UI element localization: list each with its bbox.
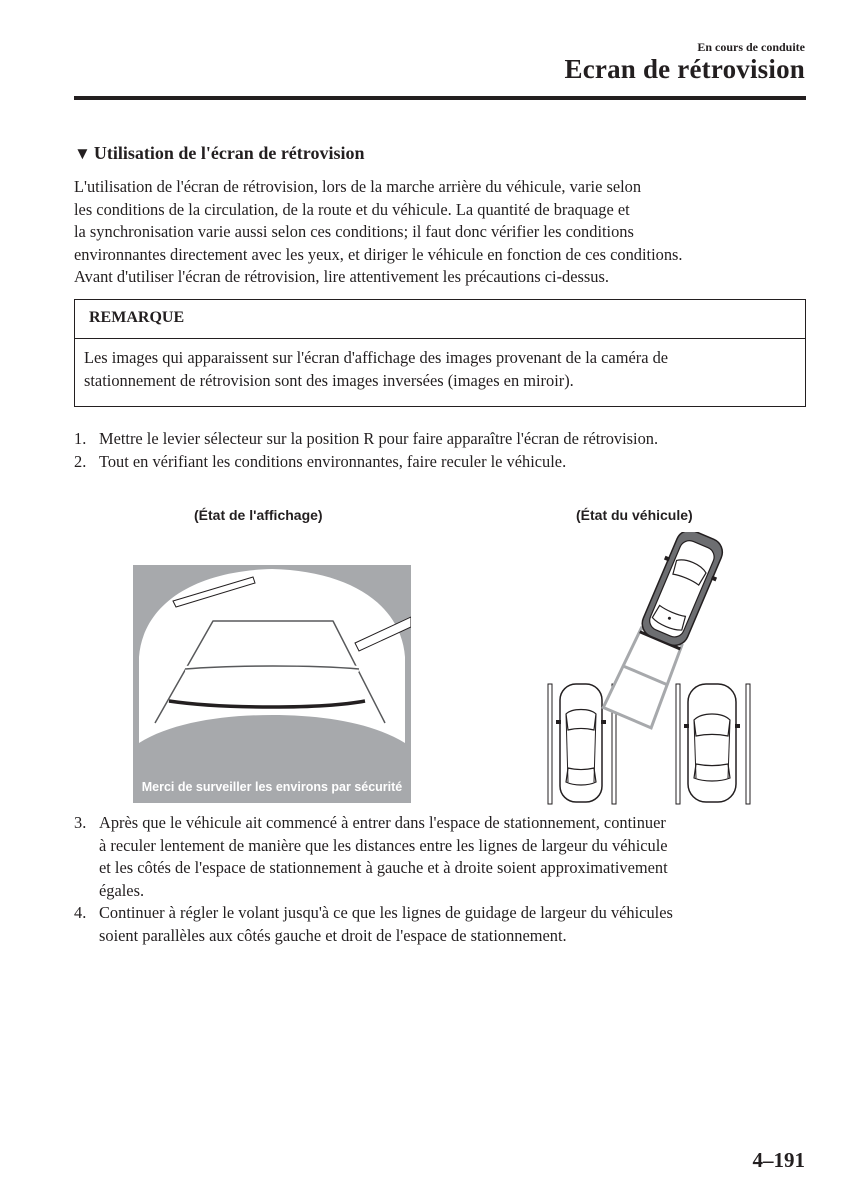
note-box: [74, 299, 806, 407]
note-title: REMARQUE: [75, 300, 805, 339]
page-title: Ecran de rétrovision: [564, 54, 805, 84]
step-item: [74, 812, 814, 902]
intro-line: les conditions de la circulation, de la route et du véhicule. La quantité de braquage et: [74, 199, 630, 219]
step-number: 3.: [74, 813, 87, 832]
steps-list-bottom: [74, 812, 814, 947]
section-label: En cours de conduite: [697, 40, 805, 54]
section-heading: [74, 143, 364, 164]
page-number: 4–191: [752, 1148, 805, 1172]
note-line: Les images qui apparaissent sur l'écran d'affichage des images provenant de la caméra de: [84, 348, 669, 367]
display-caption: (État de l'affichage): [194, 507, 323, 523]
camera-display-illustration: [133, 565, 411, 803]
step-item: [74, 902, 814, 947]
intro-line: L'utilisation de l'écran de rétrovision, lors de la marche arrière du véhicule, varie selon: [74, 177, 642, 196]
screen-message: Merci de surveiller les environs par sécurité: [141, 780, 403, 794]
note-body: [75, 339, 805, 392]
intro-line: Avant d'utiliser l'écran de rétrovision, lire attentivement les précautions ci-dessus.: [74, 267, 609, 286]
step-text: Mettre le levier sélecteur sur la position R pour faire apparaître l'écran de rétrovision.: [99, 429, 659, 448]
step-item: [74, 451, 814, 474]
parking-slot-line: [676, 684, 680, 804]
triangle-down-icon: ▼: [74, 144, 91, 163]
step-text: soient parallèles aux côtés gauche et droit de l'espace de stationnement.: [99, 925, 567, 945]
intro-paragraph: [74, 176, 814, 289]
parked-car-right: [684, 684, 740, 802]
vehicle-state-illustration: [540, 532, 765, 812]
section-heading-text: Utilisation de l'écran de rétrovision: [93, 143, 365, 163]
intro-line: la synchronisation varie aussi selon ces conditions; il faut donc vérifier les conditions: [74, 222, 634, 241]
step-text: égales.: [99, 880, 145, 900]
parked-car-left: [556, 684, 606, 802]
note-line: stationnement de rétrovision sont des images inversées (images en miroir).: [84, 370, 574, 390]
step-text: Après que le véhicule ait commencé à entrer dans l'espace de stationnement, continuer: [99, 813, 666, 832]
step-text: Tout en vérifiant les conditions environnantes, faire reculer le véhicule.: [99, 451, 567, 471]
vehicle-caption: (État du véhicule): [576, 507, 693, 523]
intro-line: environnantes directement avec les yeux, et diriger le véhicule en fonction de ces conditions.: [74, 244, 683, 264]
step-text: et les côtés de l'espace de stationnement à gauche et à droite soient approximativement: [99, 858, 668, 877]
parking-slot-line: [548, 684, 552, 804]
step-text: Continuer à régler le volant jusqu'à ce que les lignes de guidage de largeur du véhicules: [99, 903, 673, 922]
step-number: 2.: [74, 451, 87, 471]
steps-list-top: [74, 428, 814, 473]
parking-slot-line: [746, 684, 750, 804]
step-text: à reculer lentement de manière que les distances entre les lignes de largeur du véhicule: [99, 835, 668, 855]
step-number: 1.: [74, 429, 87, 448]
step-number: 4.: [74, 903, 87, 922]
title-rule: [74, 96, 806, 100]
step-item: [74, 428, 814, 451]
